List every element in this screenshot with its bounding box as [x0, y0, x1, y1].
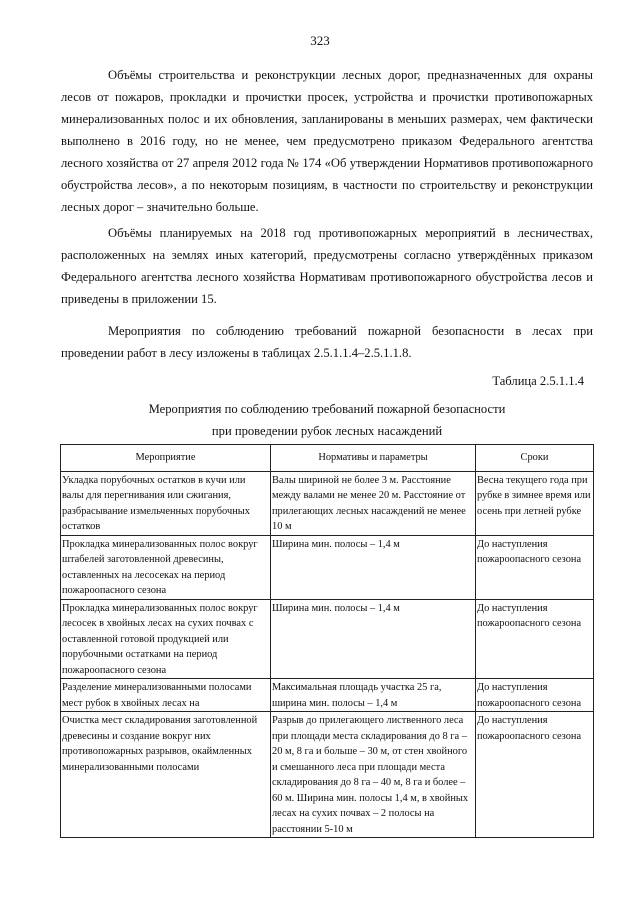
cell-norms: Максимальная площадь участка 25 га, ширина мин. полосы – 1,4 м: [271, 679, 476, 712]
cell-terms: До наступления пожароопасного сезона: [476, 535, 594, 599]
cell-norms: Разрыв до прилегающего лиственного леса при площади места складирования до 8 га – 20 м, 8 га и больше – 30 м, от стен хвойного и смешанного леса при площади места складирования до 8 га – 40 м, 8 га и более – 60 м. Ширина мин. полосы 1,4 м, в хвойных лесах на сухих почвах – 2 полосы на расстоянии 5-10 м: [271, 712, 476, 838]
table-header-row: [61, 445, 594, 472]
cell-measure: Очистка мест складирования заготовленной древесины и создание вокруг них противопожарных разрывов, окаймленных минерализованными полосами: [61, 712, 271, 838]
cell-measure: Укладка порубочных остатков в кучи или валы для перегнивания или сжигания, разбрасывание измельченных порубочных остатков: [61, 471, 271, 535]
cell-norms: Ширина мин. полосы – 1,4 м: [271, 599, 476, 679]
header-terms: Сроки: [476, 445, 594, 472]
cell-terms: Весна текущего года при рубке в зимнее время или осень при летней рубке: [476, 471, 594, 535]
paragraph-fire-safety-reference: Мероприятия по соблюдению требований пожарной безопасности в лесах при проведении работ в лесу изложены в таблицах 2.5.1.1.4–2.5.1.1.8.: [61, 324, 593, 360]
fire-safety-table: [60, 444, 594, 838]
cell-norms: Ширина мин. полосы – 1,4 м: [271, 535, 476, 599]
table-caption-line1: Мероприятия по соблюдению требований пожарной безопасности: [148, 402, 506, 416]
cell-terms: До наступления пожароопасного сезона: [476, 679, 594, 712]
table-number-label: Таблица 2.5.1.1.4: [492, 374, 584, 388]
table-row: [61, 471, 594, 535]
page-number: 323: [310, 33, 330, 48]
cell-measure: Прокладка минерализованных полос вокруг штабелей заготовленной древесины, оставленных на лесосеках на период пожароопасного сезона: [61, 535, 271, 599]
cell-norms: Валы шириной не более 3 м. Расстояние между валами не менее 20 м. Расстояние от прилегающих лесных насаждений не менее 10 м: [271, 471, 476, 535]
table-row: [61, 679, 594, 712]
paragraph-planned-measures: Объёмы планируемых на 2018 год противопожарных мероприятий в лесничествах, расположенных на землях иных категорий, предусмотрены согласно утверждённых приказом Федерального агентства лесного хозяйства Нормативам противопожарного обустройства лесов и приведены в приложении 15.: [61, 226, 593, 306]
cell-measure: Прокладка минерализованных полос вокруг лесосек в хвойных лесах на сухих почвах с оставленной готовой продукцией или порубочными остатками на период пожароопасного сезона: [61, 599, 271, 679]
paragraph-fire-roads-volumes: Объёмы строительства и реконструкции лесных дорог, предназначенных для охраны лесов от пожаров, прокладки и прочистки просек, устройства и прочистки противопожарных минерализованных полос и их обновления, запланированы в меньших размерах, чем фактически выполнено в 2016 году, но не менее, чем предусмотрено приказом Федерального агентства лесного хозяйства от 27 апреля 2012 года № 174 «Об утверждении Нормативов противопожарного обустройства лесов», а по некоторым позициям, в частности по строительству и реконструкции лесных дорог – значительно больше.: [61, 68, 593, 214]
cell-terms: До наступления пожароопасного сезона: [476, 599, 594, 679]
cell-terms: До наступления пожароопасного сезона: [476, 712, 594, 838]
table-row: [61, 599, 594, 679]
header-measure: Мероприятие: [61, 445, 271, 472]
cell-measure: Разделение минерализованными полосами мест рубок в хвойных лесах на: [61, 679, 271, 712]
header-norms: Нормативы и параметры: [271, 445, 476, 472]
table-row: [61, 535, 594, 599]
table-row: [61, 712, 594, 838]
table-caption-line2: при проведении рубок лесных насаждений: [211, 424, 443, 438]
